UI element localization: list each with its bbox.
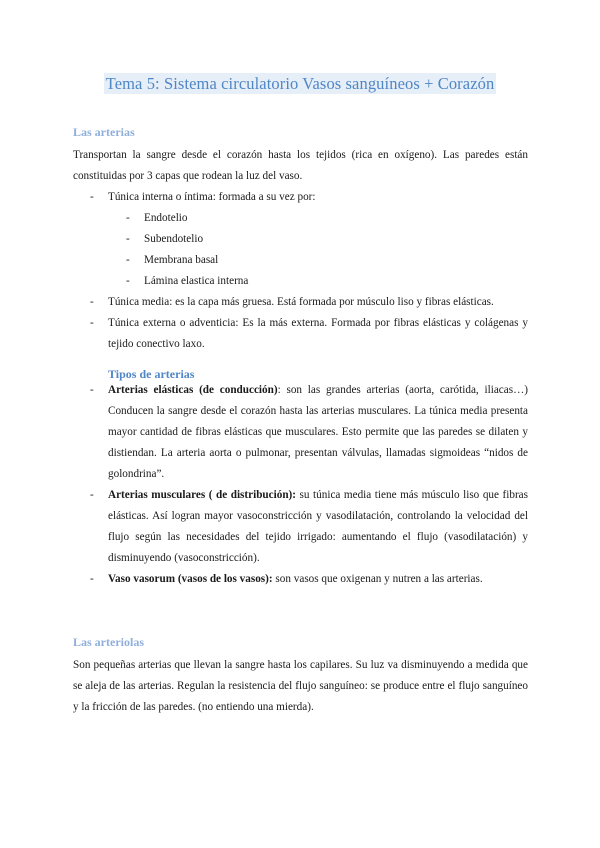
arteriolas-paragraph: Son pequeñas arterias que llevan la sangre hasta los capilares. Su luz va disminuyendo a medida que se aleja de las arterias. Regulan la resistencia del flujo sanguíneo: se produce entre el flujo sanguíneo y la fricción de las paredes. (no entiendo una mierda). — [73, 659, 528, 713]
bullet-dash: - — [90, 191, 94, 203]
bullet-dash: - — [126, 275, 130, 287]
bullet-dash: - — [90, 384, 94, 396]
bullet-dash: - — [90, 573, 94, 585]
heading-arterias: Las arterias — [73, 125, 135, 139]
intro-paragraph: Transportan la sangre desde el corazón hasta los tejidos (rica en oxígeno). Las paredes están constituidas por 3 capas que rodean la luz del vaso. — [73, 149, 528, 182]
layer-intima: Túnica interna o íntima: formada a su vez por: — [108, 191, 316, 203]
layer-media: Túnica media: es la capa más gruesa. Está formada por músculo liso y fibras elásticas. — [108, 296, 494, 308]
type-text: : son las grandes arterias (aorta, carótida, iliacas…) Conducen la sangre desde el corazón hasta las arterias musculares. La túnica media presenta mayor cantidad de fibras elásticas que musculares. Esto permite que las paredes se dilaten y distiendan. La arteria aorta o pulmonar, presentan válvulas, llamadas sigmoideas “nidos de golondrina”. — [108, 384, 528, 480]
type-text: su túnica media tiene más músculo liso que fibras elásticas. Así logran mayor vasoconstricción y vasodilatación, controlando la velocidad del flujo según las necesidades del tejido irrigado: aumentando el flujo (vasodilatación) y disminuyendo (vasoconstricción). — [108, 489, 528, 564]
type-name: Arterias elásticas (de conducción) — [108, 384, 278, 396]
type-vasorum — [108, 569, 528, 590]
type-text: son vasos que oxigenan y nutren a las arterias. — [272, 573, 483, 585]
bullet-dash: - — [126, 212, 130, 224]
bullet-dash: - — [90, 317, 94, 329]
intima-part: Membrana basal — [144, 254, 219, 266]
bullet-dash: - — [90, 296, 94, 308]
bullet-dash: - — [126, 233, 130, 245]
type-elasticas — [108, 380, 528, 485]
bullet-dash: - — [126, 254, 130, 266]
intima-part: Subendotelio — [144, 233, 204, 245]
intima-part: Endotelio — [144, 212, 188, 224]
type-musculares — [108, 485, 528, 569]
type-name: Vaso vasorum (vasos de los vasos): — [108, 573, 273, 585]
type-name: Arterias musculares ( de distribución): — [108, 489, 296, 501]
bullet-dash: - — [90, 489, 94, 501]
page-title: Tema 5: Sistema circulatorio Vasos sanguíneos + Corazón — [105, 74, 495, 93]
heading-tipos-arterias: Tipos de arterias — [108, 367, 195, 381]
heading-arteriolas: Las arteriolas — [73, 635, 144, 649]
layer-externa: Túnica externa o adventicia: Es la más externa. Formada por fibras elásticas y colágenas y tejido conectivo laxo. — [108, 317, 528, 350]
intima-part: Lámina elastica interna — [144, 275, 249, 287]
